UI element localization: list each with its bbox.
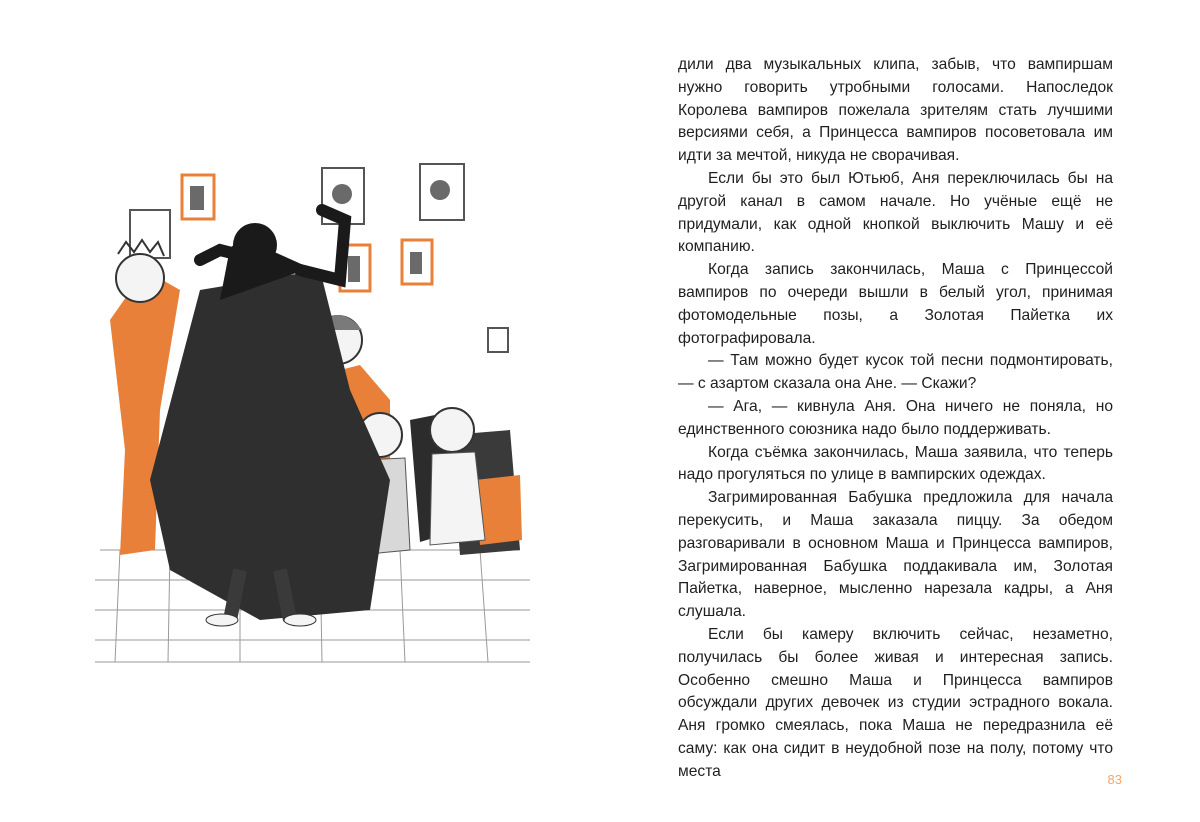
paragraph: — Там можно будет кусок той песни подмонтировать, — с азартом сказала она Ане. — Скажи? xyxy=(678,352,1113,393)
paragraph: Когда съёмка закончилась, Маша заявила, что теперь надо прогуляться по улице в вампирских одеждах. xyxy=(678,443,1113,484)
paragraph: Когда запись закончилась, Маша с Принцессой вампиров по очереди вышли в белый угол, принимая фотомодельные позы, а Золотая Пайетка их фотографировала. xyxy=(678,261,1113,347)
body-text xyxy=(678,54,1113,784)
paragraph: дили два музыкальных клипа, забыв, что вампиршам нужно говорить утробными голосами. Напоследок Королева вампиров пожелала зрителям стать лучшими версиями себя, а Принцесса вампиров посоветовала им идти за мечтой, никуда не сворачивая. xyxy=(678,56,1113,165)
paragraph: — Ага, — кивнула Аня. Она ничего не поняла, но единственного союзника надо было поддерживать. xyxy=(678,397,1113,438)
paragraph: Если бы камеру включить сейчас, незаметно, получилась бы более живая и интересная запись. Особенно смешно Маша и Принцесса вампиров обсуждали других девочек из студии эстрадного вокала. Аня громко смеялась, пока Маша не передразнила её саму: как она сидит в неудобной позе на полу, потому что места xyxy=(678,625,1113,780)
right-page xyxy=(600,0,1200,822)
book-illustration-vampire-costume-party xyxy=(90,150,550,690)
paragraph: Если бы это был Ютьюб, Аня переключилась бы на другой канал в самом начале. Но учёные ещё не придумали, как одной кнопкой выключить Машу и её компанию. xyxy=(678,169,1113,256)
paragraph: Загримированная Бабушка предложила для начала перекусить, и Маша заказала пиццу. За обедом разговаривали в основном Маша и Принцесса вампиров, Загримированная Бабушка поддакивала им, Золотая Пайетка, наверное, мысленно нарезала кадры, а Аня слушала. xyxy=(678,489,1113,621)
page-number: 83 xyxy=(1107,772,1122,787)
